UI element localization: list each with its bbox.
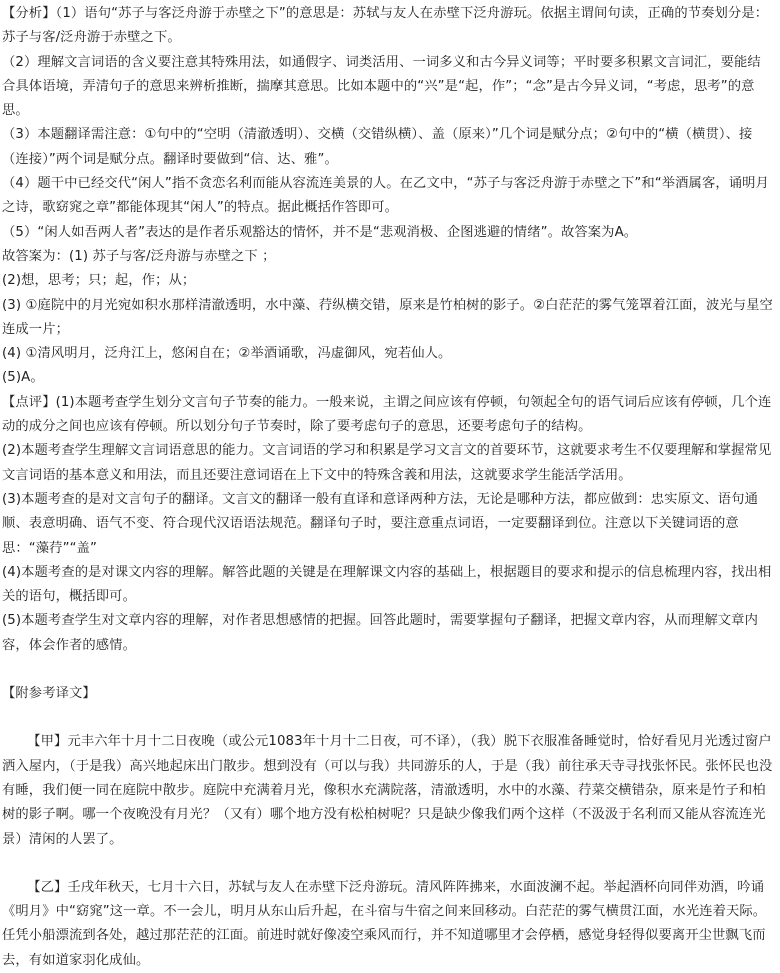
spacer xyxy=(2,658,774,682)
analysis-point-4: （4）题干中已经交代“闲人”指不贪恋名利而能从容流连美景的人。在乙文中，“苏子与客泛舟游于赤壁之下”和“举酒属客，诵明月之诗，歌窈窕之章”都能体现其“闲人”的特点。据此概括作答即可。 xyxy=(2,176,769,216)
comment-point-3: (3)本题考查的是对文言句子的翻译。文言文的翻译一般有直译和意译两种方法，无论是哪种方法，都应做到：忠实原文、语句通顺、表意明确、语气不变、符合现代汉语语法规范。翻译句子时，要注意重点词语，一定要翻译到位。注意以下关键词语的意思：“藻荇”“盖” xyxy=(2,491,758,556)
comment-point-4: (4)本题考查的是对课文内容的理解。解答此题的关键是在理解课文内容的基础上，根据题目的要求和提示的信息梳理内容，找出相关的语句，概括即可。 xyxy=(2,564,772,605)
answer-line-3: (3) ①庭院中的月光宛如积水那样清澈透明，水中藻、荇纵横交错，原来是竹柏树的影子。②白茫茫的雾气笼罩着江面，波光与星空连成一片； xyxy=(2,297,773,337)
spacer xyxy=(2,852,774,876)
analysis-point-5: （5）“闲人如吾两人者”表达的是作者乐观豁达的情怀，并不是“悲观消极、企图逃避的情绪”。故答案为A。 xyxy=(2,224,638,240)
analysis-intro: 【分析】（1）语句“苏子与客泛舟游于赤壁之下”的意思是：苏轼与友人在赤壁下泛舟游玩。依据主谓间句读，正确的节奏划分是：苏子与客/泛舟游于赤壁之下。 xyxy=(2,6,769,46)
translation-jia: 【甲】元丰六年十月十二日夜晚（或公元1083年十月十二日夜，可不译），（我）脱下衣服准备睡觉时，恰好看见月光透过窗户洒入屋内，（于是我）高兴地起床出门散步。想到没有（可以与我）共同游乐的人，于是（我）前往承天寺寻找张怀民。张怀民也没有睡，我们便一同在庭院中散步。庭院中充满着月光，像积水充满院落，清澈透明，水中的水藻、荇菜交横错杂，原来是竹子和柏树的影子啊。哪一个夜晚没有月光？（又有）哪个地方没有松柏树呢？只是缺少像我们两个这样（不汲汲于名利而又能从容流连光景）清闲的人罢了。 xyxy=(2,734,773,847)
analysis-point-2: （2）理解文言词语的含义要注意其特殊用法，如通假字、词类活用、一词多义和古今异义词等；平时要多积累文言词汇，要能结合具体语境，弄清句子的意思来辨析推断，揣摩其意思。比如本题中的“兴”是“起，作”；“念”是古今异义词，“考虑，思考”的意思。 xyxy=(2,54,761,119)
comment-point-2: (2)本题考查学生理解文言词语意思的能力。文言词语的学习和积累是学习文言文的首要环节，这就要求考生不仅要理解和掌握常见文言词语的基本意义和用法，而且还要注意词语在上下文中的特殊含義和用法，这就要求学生能活学活用。 xyxy=(2,443,772,483)
translation-yi: 【乙】壬戌年秋天，七月十六日，苏轼与友人在赤壁下泛舟游玩。清风阵阵拂来，水面波澜不起。举起酒杯向同伴劝酒，吟诵《明月》中“窈窕”这一章。不一会儿，明月从东山后升起，在斗宿与牛宿之间来回移动。白茫茫的雾气横贯江面，水光连着天际。任凭小船漂流到各处，越过那茫茫的江面。前进时就好像凌空乘风而行，并不知道哪里才会停栖，感觉身轻得似要离开尘世飘飞而去，有如道家羽化成仙。 xyxy=(2,879,767,968)
analysis-point-3: （3）本题翻译需注意：①句中的“空明（清澈透明）、交横（交错纵横）、盖（原来）”几个词是赋分点；②句中的“横（横贯）、接（连接）”两个词是赋分点。翻译时要做到“信、达、雅”。 xyxy=(2,127,753,167)
answer-line-2: (2)想，思考；只；起，作；从； xyxy=(2,273,196,289)
answer-line-1: 故答案为：(1) 苏子与客/泛舟游与赤壁之下 ； xyxy=(2,248,276,264)
answer-line-5: (5)A。 xyxy=(2,370,44,386)
comment-point-5: (5)本题考查学生对文章内容的理解，对作者思想感情的把握。回答此题时，需要掌握句子翻译，把握文章内容，从而理解文章内容，体会作者的感情。 xyxy=(2,613,758,653)
comment-point-1: 【点评】(1)本题考查学生划分文言句子节奏的能力。一般来说，主谓之间应该有停顿，句领起全句的语气词后应该有停顿，几个连动的成分之间也应该有停顿。所以划分句子节奏时，除了要考虑句子的意思，还要考虑句子的结构。 xyxy=(2,394,772,435)
answer-line-4: (4) ①清风明月，泛舟江上，悠闲自在；②举酒诵歌，冯虚御风，宛若仙人。 xyxy=(2,346,452,362)
spacer xyxy=(2,706,774,730)
reference-title: 【附参考译文】 xyxy=(2,686,96,702)
